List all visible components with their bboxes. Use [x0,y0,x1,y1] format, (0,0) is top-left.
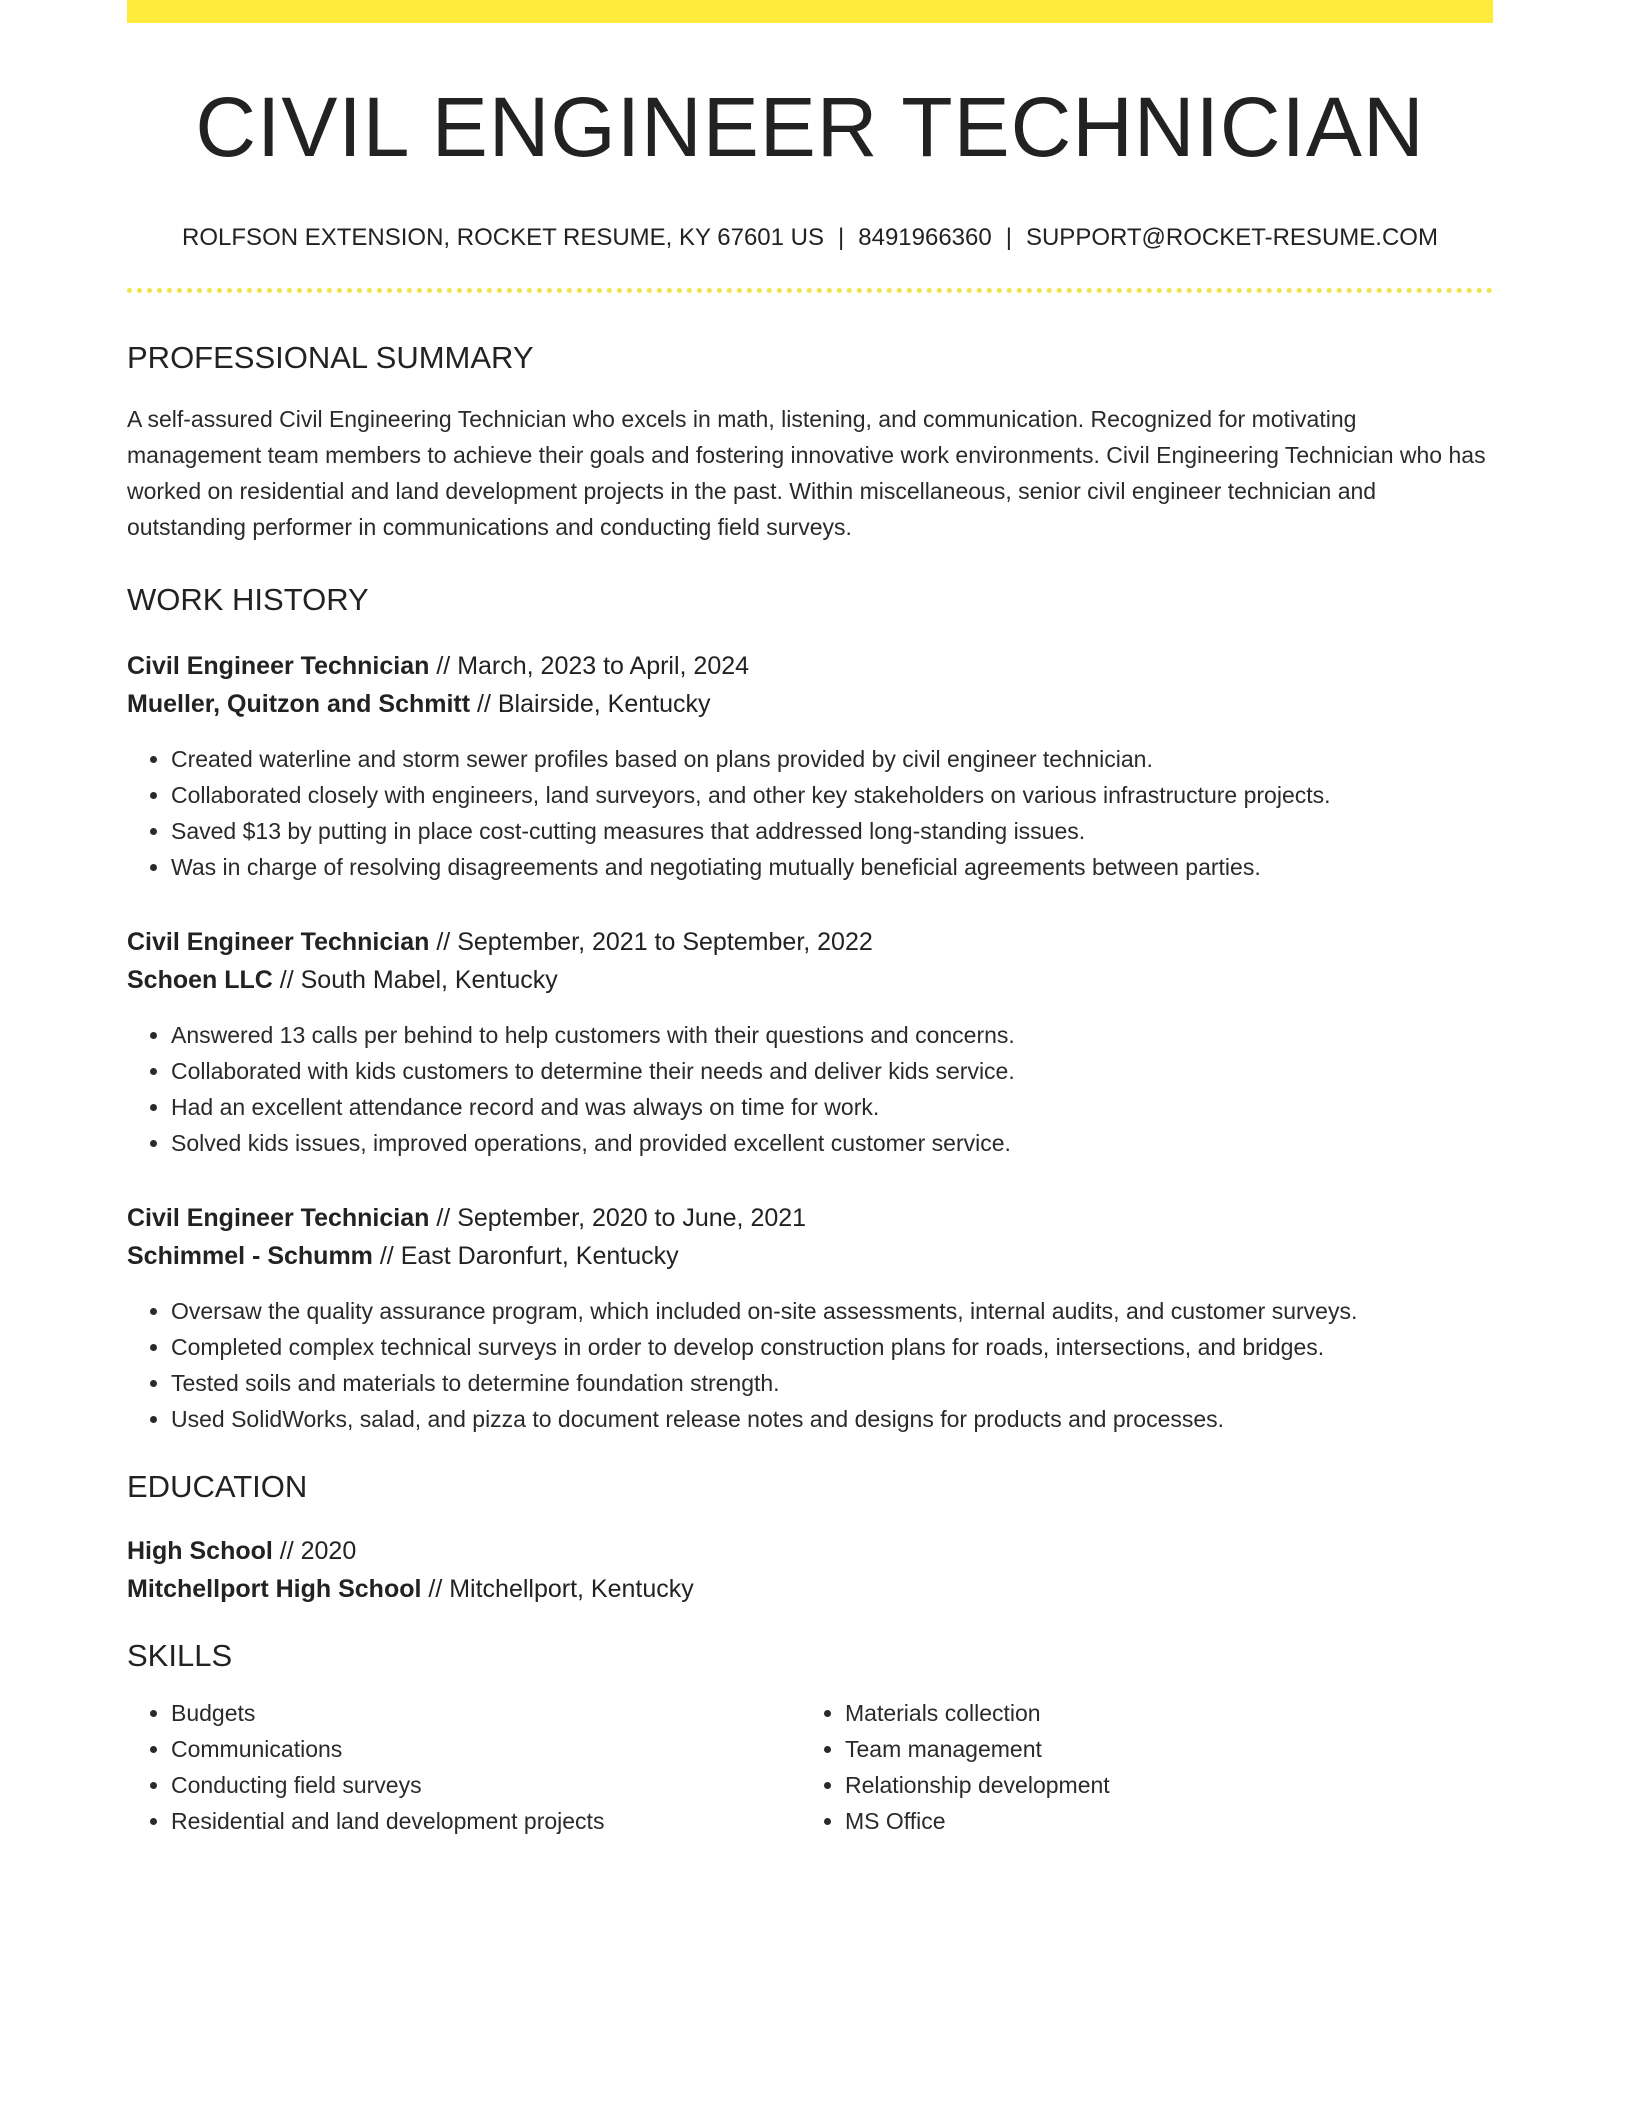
summary-heading: PROFESSIONAL SUMMARY [127,340,534,375]
skills-heading: SKILLS [127,1638,233,1673]
job-company: Schimmel - Schumm [127,1242,373,1270]
job-company-line [127,685,1493,723]
job-company-line [127,1237,1493,1275]
education-entry [127,1532,1493,1608]
work-history-heading: WORK HISTORY [127,582,369,617]
job-title-line [127,923,1493,961]
education-year: // 2020 [272,1537,357,1565]
contact-address: ROLFSON EXTENSION, ROCKET RESUME, KY 67601 US [182,224,825,251]
job-bullet: • Saved $13 by putting in place cost-cutting measures that addressed long-standing issues. [171,813,1493,849]
job-location: // Blairside, Kentucky [470,690,711,718]
resume-title: CIVIL ENGINEER TECHNICIAN [195,80,1425,174]
education-school: Mitchellport High School [127,1575,422,1603]
education-degree: High School [127,1537,273,1565]
job-entry [127,1199,1493,1437]
skills-column-right [801,1695,1475,1839]
job-dates: // September, 2021 to September, 2022 [429,928,873,956]
skill-item: • Budgets [171,1695,801,1731]
skill-item: • Relationship development [845,1767,1475,1803]
skill-item: • Team management [845,1731,1475,1767]
job-company: Schoen LLC [127,966,273,994]
job-bullet: • Completed complex technical surveys in order to develop construction plans for roads, intersections, and bridges. [171,1329,1493,1365]
summary-text: A self-assured Civil Engineering Technician who excels in math, listening, and communication. Recognized for motivating management team members to achieve their goals and fostering innovative work environments. Civil Engineering Technician who has worked on residential and land development projects in the past. Within miscellaneous, senior civil engineer technician and outstanding performer in communications and conducting field surveys. [127,406,1486,540]
education-heading: EDUCATION [127,1469,308,1504]
job-location: // East Daronfurt, Kentucky [372,1242,679,1270]
top-accent-bar [127,0,1493,23]
skill-item: • MS Office [845,1803,1475,1839]
job-bullet: • Oversaw the quality assurance program, which included on-site assessments, internal audits, and customer surveys. [171,1293,1493,1329]
job-bullet: • Was in charge of resolving disagreements and negotiating mutually beneficial agreements between parties. [171,849,1493,885]
job-title-line [127,647,1493,685]
job-title-line [127,1199,1493,1237]
job-title: Civil Engineer Technician [127,652,430,680]
job-title: Civil Engineer Technician [127,1204,430,1232]
job-bullet: • Solved kids issues, improved operations, and provided excellent customer service. [171,1125,1493,1161]
skill-item: • Materials collection [845,1695,1475,1731]
job-bullet: • Had an excellent attendance record and was always on time for work. [171,1089,1493,1125]
job-bullets [127,1293,1493,1437]
contact-line [127,226,1493,250]
job-bullet: • Answered 13 calls per behind to help customers with their questions and concerns. [171,1017,1493,1053]
education-degree-line [127,1532,1493,1570]
education-location: // Mitchellport, Kentucky [421,1575,694,1603]
skill-item: • Residential and land development projects [171,1803,801,1839]
job-dates: // September, 2020 to June, 2021 [429,1204,807,1232]
job-bullets [127,741,1493,885]
job-entry [127,647,1493,885]
job-bullet: • Tested soils and materials to determine foundation strength. [171,1365,1493,1401]
job-dates: // March, 2023 to April, 2024 [429,652,750,680]
skill-item: • Conducting field surveys [171,1767,801,1803]
contact-phone: 8491966360 [858,224,992,251]
job-company-line [127,961,1493,999]
job-bullet: • Collaborated closely with engineers, land surveyors, and other key stakeholders on various infrastructure projects. [171,777,1493,813]
job-location: // South Mabel, Kentucky [272,966,558,994]
resume-page [127,0,1493,1839]
job-bullets [127,1017,1493,1161]
job-title: Civil Engineer Technician [127,928,430,956]
skill-item: • Communications [171,1731,801,1767]
job-bullet: • Created waterline and storm sewer profiles based on plans provided by civil engineer technician. [171,741,1493,777]
contact-separator: | [838,224,845,251]
job-bullet: • Used SolidWorks, salad, and pizza to document release notes and designs for products and processes. [171,1401,1493,1437]
contact-separator: | [1005,224,1012,251]
contact-email: SUPPORT@ROCKET-RESUME.COM [1025,224,1438,251]
skills-column-left [127,1695,801,1839]
job-entry [127,923,1493,1161]
job-company: Mueller, Quitzon and Schmitt [127,690,471,718]
education-school-line [127,1570,1493,1608]
dotted-divider [127,288,1493,293]
skills-list [127,1695,1493,1839]
job-bullet: • Collaborated with kids customers to determine their needs and deliver kids service. [171,1053,1493,1089]
